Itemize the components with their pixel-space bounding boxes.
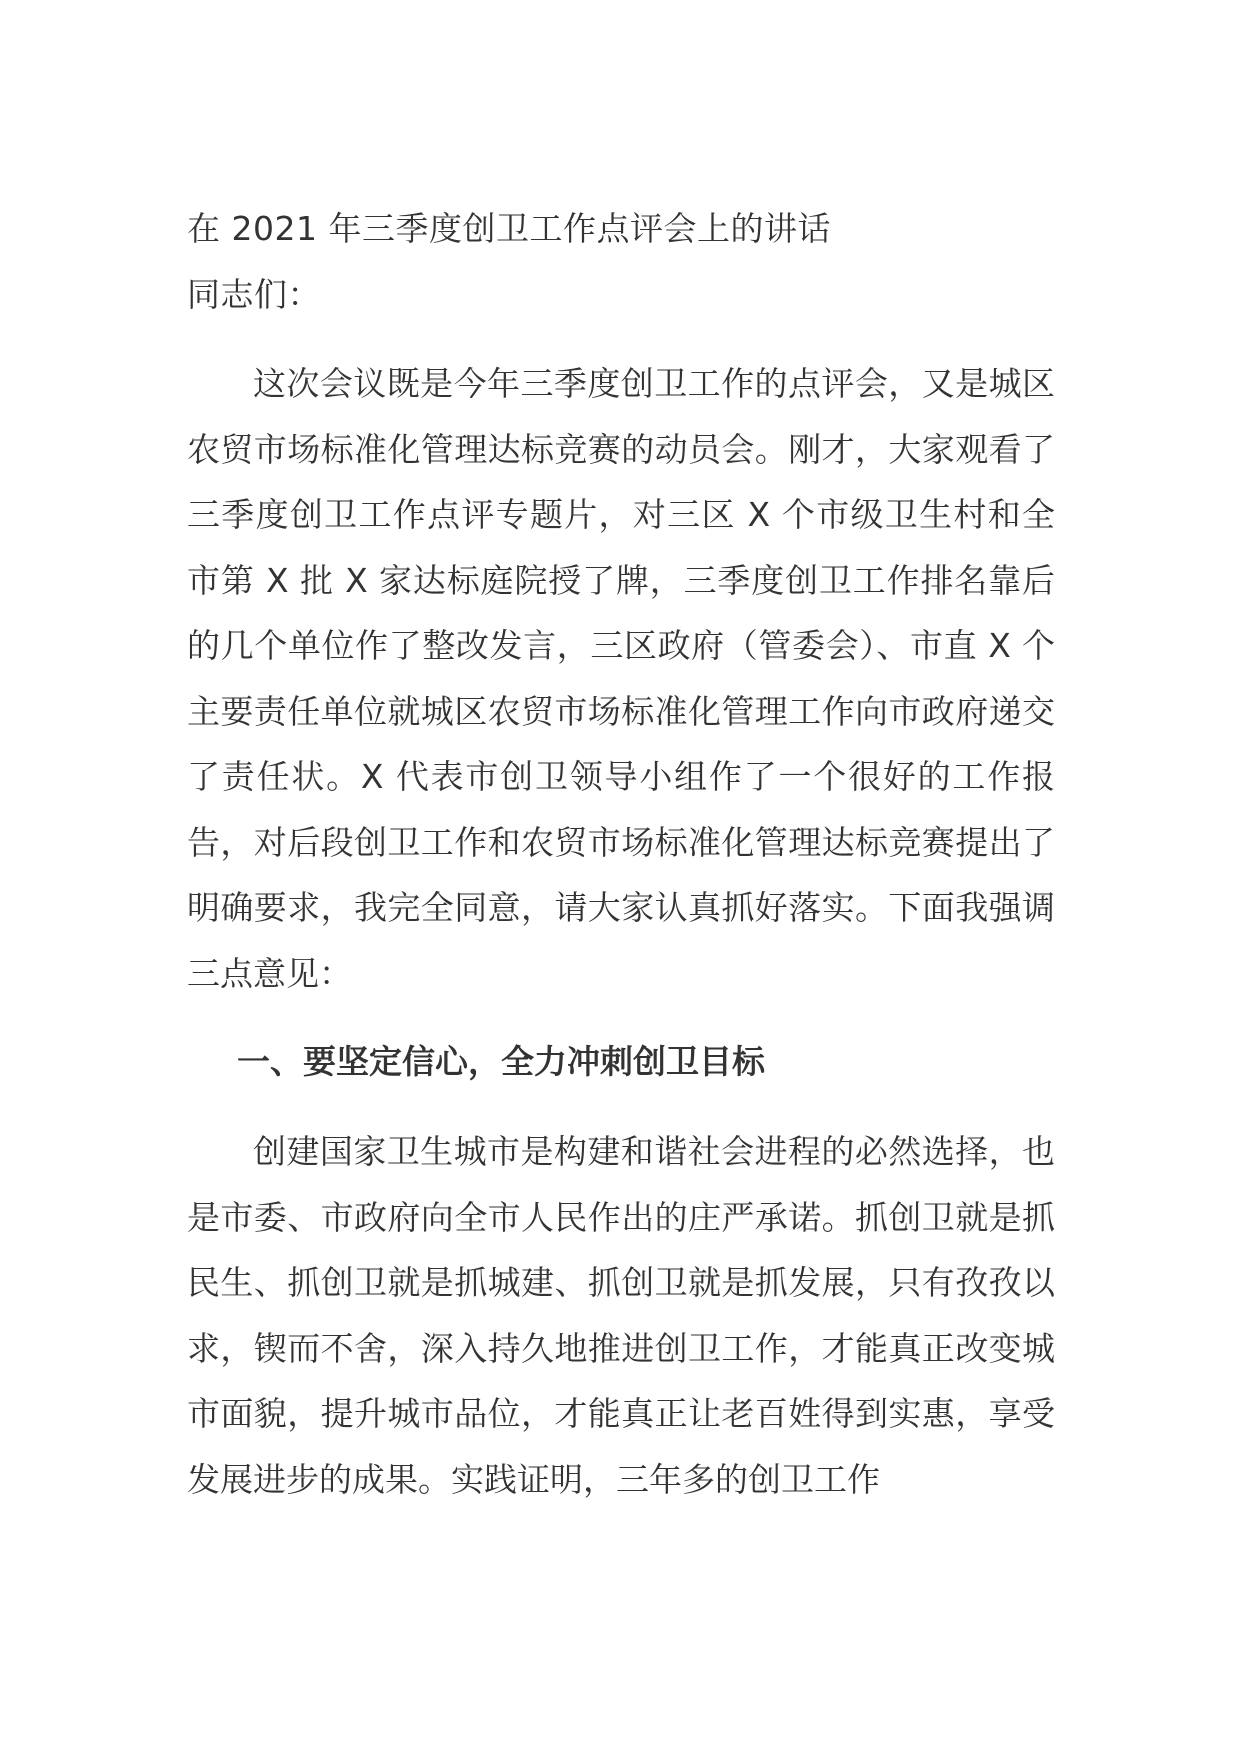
salutation: 同志们：: [187, 275, 321, 314]
paragraph-section-1: 创建国家卫生城市是构建和谐社会进程的必然选择，也是市委、市政府向全市人民作出的庄严承诺。抓创卫就是抓民生、抓创卫就是抓城建、抓创卫就是抓发展，只有孜孜以求，锲而不舍，深入持久地推进创卫工作，才能真正改变城市面貌，提升城市品位，才能真正让老百姓得到实惠，享受发展进步的成果。实践证明，三年多的创卫工作: [187, 1132, 1055, 1499]
section-heading-1: 一、要坚定信心，全力冲刺创卫目标: [237, 1042, 765, 1081]
paragraph-opening: 这次会议既是今年三季度创卫工作的点评会，又是城区农贸市场标准化管理达标竞赛的动员会。刚才，大家观看了三季度创卫工作点评专题片，对三区 X 个市级卫生村和全市第 X 批 X 家达标庭院授了牌，三季度创卫工作排名靠后的几个单位作了整改发言，三区政府（管委会）、市直 X 个主要责任单位就城区农贸市场标准化管理工作向市政府递交了责任状。X 代表市创卫领导小组作了一个很好的工作报告，对后段创卫工作和农贸市场标准化管理达标竞赛提出了明确要求，我完全同意，请大家认真抓好落实。下面我强调三点意见：: [187, 364, 1055, 993]
document-title: 在 2021 年三季度创卫工作点评会上的讲话: [187, 209, 831, 248]
document-body: [187, 196, 1055, 1512]
